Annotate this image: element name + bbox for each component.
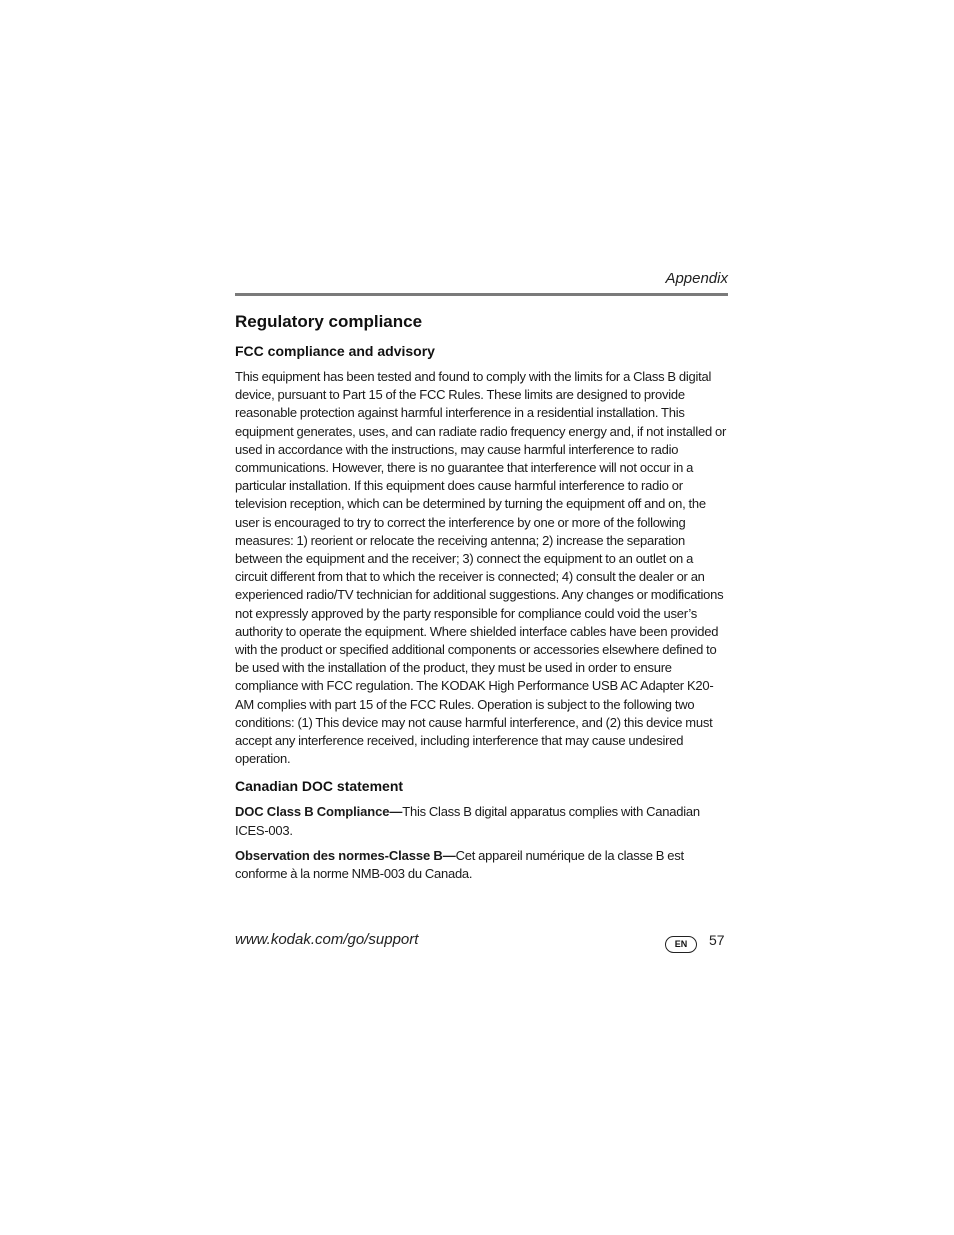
page-number: 57 [709, 932, 725, 948]
fcc-heading: FCC compliance and advisory [235, 343, 435, 359]
manual-page [235, 0, 728, 1235]
canadian-heading: Canadian DOC statement [235, 778, 404, 795]
fcc-paragraph: This equipment has been tested and found to comply with the limits for a Class B digital device, pursuant to Part 15 of the FCC Rules. These limits are designed to provide reasonable protection against harmful interference in a residential installation. This equipment generates, uses, and can radiate radio frequency energy and, if not installed or used in accordance with the instructions, may cause harmful interference to radio communications. However, there is no guarantee that interference will not occur in a particular installation. If this equipment does cause harmful interference to radio or television reception, which can be determined by turning the equipment off and on, the user is encouraged to try to correct the interference by one or more of the following measures: 1) reorient or relocate the receiving antenna; 2) increase the separation between the equipment and the receiver; 3) connect the equipment to an outlet on a circuit different from that to which the receiver is connected; 4) consult the dealer or an experienced radio/TV technician for additional suggestions. Any changes or modifications not expressly approved by the party responsible for compliance could void the user’s authority to operate the equipment. Where shielded interface cables have been provided with the product or specified additional components or accessories elsewhere defined to be used with the installation of the product, they must be used in order to ensure compliance with FCC regulation. The KODAK High Performance USB AC Adapter K20-AM complies with part 15 of the FCC Rules. Operation is subject to the following two conditions: (1) This device may not cause harmful interference, and (2) this device must accept any interference received, including interference that may cause undesired operation. [235, 369, 727, 767]
running-header: Appendix [665, 270, 728, 287]
doc-compliance-text: This Class B digital apparatus complies with Canadian ICES-003. [235, 804, 700, 838]
observation-lead: Observation des normes-Classe B— [235, 847, 456, 863]
header-rule [235, 293, 728, 296]
doc-compliance-lead: DOC Class B Compliance— [235, 804, 403, 820]
doc-compliance-paragraph [235, 803, 728, 839]
support-url-link[interactable]: www.kodak.com/go/support [235, 931, 419, 948]
section-title: Regulatory compliance [235, 312, 423, 331]
observation-text: Cet appareil numérique de la classe B est conforme à la norme NMB-003 du Canada. [235, 847, 684, 882]
language-badge: EN [665, 936, 697, 953]
page-content [235, 311, 728, 889]
page-footer [235, 931, 728, 955]
observation-paragraph [235, 847, 728, 883]
